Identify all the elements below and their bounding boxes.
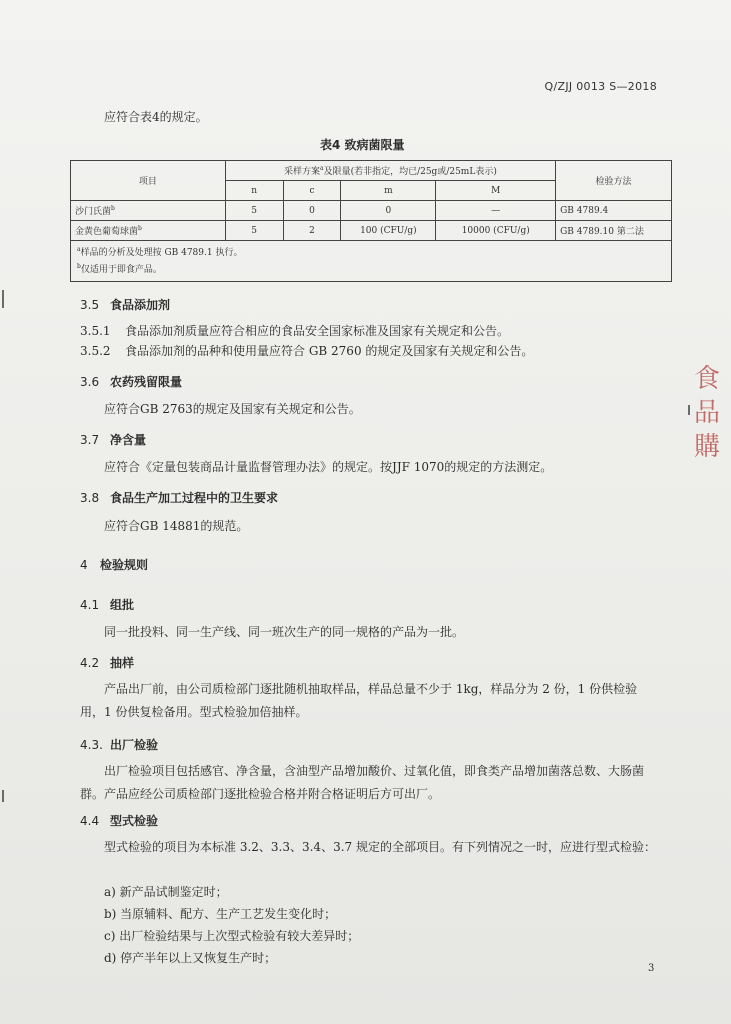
clause-3-5-1: 3.5.1 食品添加剂质量应符合相应的食品安全国家标准及国家有关规定和公告。 (80, 324, 510, 338)
section-3-7-text: 应符合《定量包装商品计量监督管理办法》的规定。按JJF 1070的规定的方法测定。 (104, 460, 553, 474)
table-row (71, 201, 672, 221)
pathogen-limit-table (70, 160, 672, 282)
clause-3-5-2: 3.5.2 食品添加剂的品种和使用量应符合 GB 2760 的规定及国家有关规定和公告。 (80, 344, 534, 358)
table-caption: 表4 致病菌限量 (320, 138, 405, 152)
section-3-6-text: 应符合GB 2763的规定及国家有关规定和公告。 (104, 402, 361, 416)
section-4-2-text: 产品出厂前，由公司质检部门逐批随机抽取样品，样品总量不少于 1kg，样品分为 2 份，1 份供检验用，1 份供复检备用。型式检验加倍抽样。 (80, 682, 638, 719)
stamp-text: 食品 購 (694, 364, 721, 462)
row-c: 2 (283, 221, 341, 241)
list-item: a) 新产品试制鉴定时； (104, 885, 228, 899)
footnote-a: $^a$样品的分析及处理按 GB 4789.1 执行。 (77, 246, 243, 258)
row-n: 5 (225, 201, 283, 221)
section-4-3-heading: 4.3. 出厂检验 (80, 738, 159, 752)
section-4-1-text: 同一批投料、同一生产线、同一班次生产的同一规格的产品为一批。 (104, 625, 465, 639)
header-M: M (436, 181, 556, 201)
header-method: 检验方法 (556, 161, 672, 201)
row-item-name: 沙门氏菌$^b$ (71, 201, 226, 221)
header-m: m (341, 181, 436, 201)
row-M: — (436, 201, 556, 221)
row-n: 5 (225, 221, 283, 241)
binding-mark (2, 790, 4, 802)
row-item-name: 金黄色葡萄球菌$^b$ (71, 221, 226, 241)
row-m: 100 (CFU/g) (341, 221, 436, 241)
section-3-8-text: 应符合GB 14881的规范。 (104, 519, 249, 533)
row-method: GB 4789.10 第二法 (556, 221, 672, 241)
row-c: 0 (283, 201, 341, 221)
table-footnotes (71, 241, 672, 282)
document-number: Q/ZJJ 0013 S—2018 (544, 80, 657, 93)
footnote-b: $^b$仅适用于即食产品。 (77, 263, 162, 275)
red-seal-stamp (694, 362, 730, 512)
binding-mark (2, 290, 4, 308)
scan-mark (688, 405, 690, 415)
section-3-5-heading: 3.5 食品添加剂 (80, 298, 171, 312)
section-4-heading: 4 检验规则 (80, 558, 149, 572)
row-m: 0 (341, 201, 436, 221)
section-4-4-heading: 4.4 型式检验 (80, 814, 159, 828)
table-footnote-row (71, 241, 672, 282)
section-3-6-heading: 3.6 农药残留限量 (80, 375, 183, 389)
list-item: b) 当原辅料、配方、生产工艺发生变化时； (104, 907, 337, 921)
section-4-4-text: 型式检验的项目为本标准 3.2、3.3、3.4、3.7 规定的全部项目。有下列情况之一时，应进行型式检验： (104, 840, 656, 854)
list-item: d) 停产半年以上又恢复生产时； (104, 951, 277, 965)
section-4-2-heading: 4.2 抽样 (80, 656, 135, 670)
header-item: 项目 (71, 161, 226, 201)
row-M: 10000 (CFU/g) (436, 221, 556, 241)
intro-line: 应符合表4的规定。 (104, 110, 208, 124)
section-4-3-text: 出厂检验项目包括感官、净含量，含油型产品增加酸价、过氧化值，即食类产品增加菌落总数、大肠菌群。产品应经公司质检部门逐批检验合格并附合格证明后方可出厂。 (80, 764, 645, 801)
header-sampling-plan: 采样方案$^a$及限量(若非指定，均已/25g或/25mL表示) (225, 161, 555, 181)
page-number: 3 (648, 963, 655, 974)
section-3-8-heading: 3.8 食品生产加工过程中的卫生要求 (80, 491, 279, 505)
header-c: c (283, 181, 341, 201)
table-row (71, 221, 672, 241)
table-header-row (71, 161, 672, 181)
row-method: GB 4789.4 (556, 201, 672, 221)
list-item: c) 出厂检验结果与上次型式检验有较大差异时； (104, 929, 360, 943)
header-n: n (225, 181, 283, 201)
section-4-1-heading: 4.1 组批 (80, 598, 135, 612)
section-3-7-heading: 3.7 净含量 (80, 433, 147, 447)
